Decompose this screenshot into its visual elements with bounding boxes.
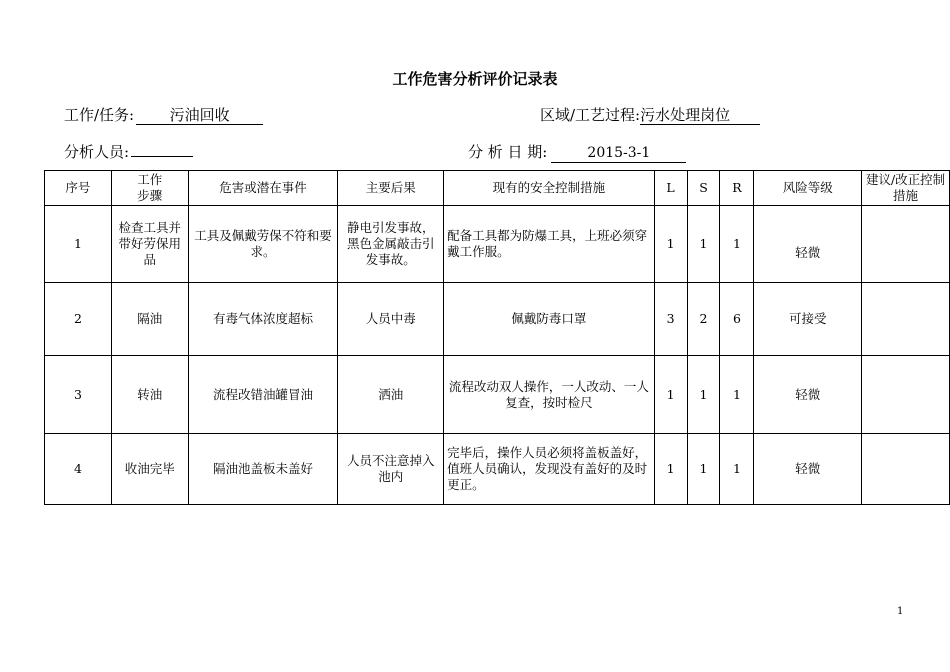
cell-step: 转油 (111, 356, 188, 434)
header-consequence: 主要后果 (338, 171, 444, 206)
hazard-analysis-table (44, 170, 950, 505)
cell-r: 1 (720, 206, 754, 283)
cell-no: 1 (45, 206, 112, 283)
cell-r: 1 (720, 356, 754, 434)
header-suggestion: 建议/改正控制措施 (862, 171, 950, 206)
area-label: 区域/工艺过程: (540, 106, 641, 124)
cell-risk: 轻微 (754, 206, 862, 283)
cell-suggestion (862, 434, 950, 505)
date-field (468, 141, 686, 163)
cell-consequence: 人员不注意掉入池内 (338, 434, 444, 505)
cell-consequence: 静电引发事故，黑色金属敲击引发事故。 (338, 206, 444, 283)
header-hazard: 危害或潜在事件 (188, 171, 338, 206)
cell-hazard: 有毒气体浓度超标 (188, 283, 338, 356)
cell-no: 2 (45, 283, 112, 356)
cell-step: 隔油 (111, 283, 188, 356)
table-row (45, 434, 950, 505)
analyst-label: 分析人员: (64, 143, 130, 161)
cell-s: 1 (687, 206, 720, 283)
date-label: 分 析 日 期: (468, 143, 548, 161)
cell-risk: 轻微 (754, 434, 862, 505)
cell-l: 3 (654, 283, 687, 356)
page-title: 工作危害分析评价记录表 (392, 70, 558, 88)
table-row (45, 356, 950, 434)
cell-l: 1 (654, 434, 687, 505)
cell-l: 1 (654, 356, 687, 434)
table-row (45, 283, 950, 356)
analyst-value (131, 156, 193, 157)
task-value: 污油回收 (136, 107, 263, 125)
header-measures: 现有的安全控制措施 (444, 171, 654, 206)
cell-no: 3 (45, 356, 112, 434)
cell-suggestion (862, 283, 950, 356)
header-step-line1: 工作 (137, 172, 163, 187)
area-value: 污水处理岗位 (640, 107, 760, 125)
cell-hazard: 隔油池盖板未盖好 (188, 434, 338, 505)
cell-s: 1 (687, 434, 720, 505)
cell-suggestion (862, 206, 950, 283)
analyst-field (64, 141, 193, 162)
cell-measures: 流程改动双人操作，一人改动、一人复查，按时检尺 (444, 356, 654, 434)
cell-s: 1 (687, 356, 720, 434)
cell-r: 1 (720, 434, 754, 505)
header-l: L (654, 171, 687, 206)
cell-step: 收油完毕 (111, 434, 188, 505)
header-s: S (687, 171, 720, 206)
cell-consequence: 洒油 (338, 356, 444, 434)
header-risk: 风险等级 (754, 171, 862, 206)
table-header-row (45, 171, 950, 206)
cell-step: 检查工具并带好劳保用品 (111, 206, 188, 283)
cell-no: 4 (45, 434, 112, 505)
cell-measures: 佩戴防毒口罩 (444, 283, 654, 356)
table-row (45, 206, 950, 283)
cell-consequence: 人员中毒 (338, 283, 444, 356)
cell-measures: 完毕后，操作人员必须将盖板盖好，值班人员确认，发现没有盖好的及时更正。 (444, 434, 654, 505)
cell-r: 6 (720, 283, 754, 356)
header-no: 序号 (45, 171, 112, 206)
cell-hazard: 流程改错油罐冒油 (188, 356, 338, 434)
area-field (540, 104, 760, 125)
cell-l: 1 (654, 206, 687, 283)
page-number: 1 (897, 606, 904, 617)
date-value: 2015-3-1 (551, 145, 686, 163)
header-step (111, 171, 188, 206)
task-label: 工作/任务: (64, 106, 135, 124)
cell-risk: 轻微 (754, 356, 862, 434)
task-field (64, 104, 263, 125)
cell-risk: 可接受 (754, 283, 862, 356)
header-step-line2: 步骤 (137, 188, 163, 203)
cell-hazard: 工具及佩戴劳保不符和要求。 (188, 206, 338, 283)
cell-suggestion (862, 356, 950, 434)
cell-measures: 配备工具都为防爆工具，上班必须穿戴工作服。 (444, 206, 654, 283)
cell-s: 2 (687, 283, 720, 356)
header-r: R (720, 171, 754, 206)
